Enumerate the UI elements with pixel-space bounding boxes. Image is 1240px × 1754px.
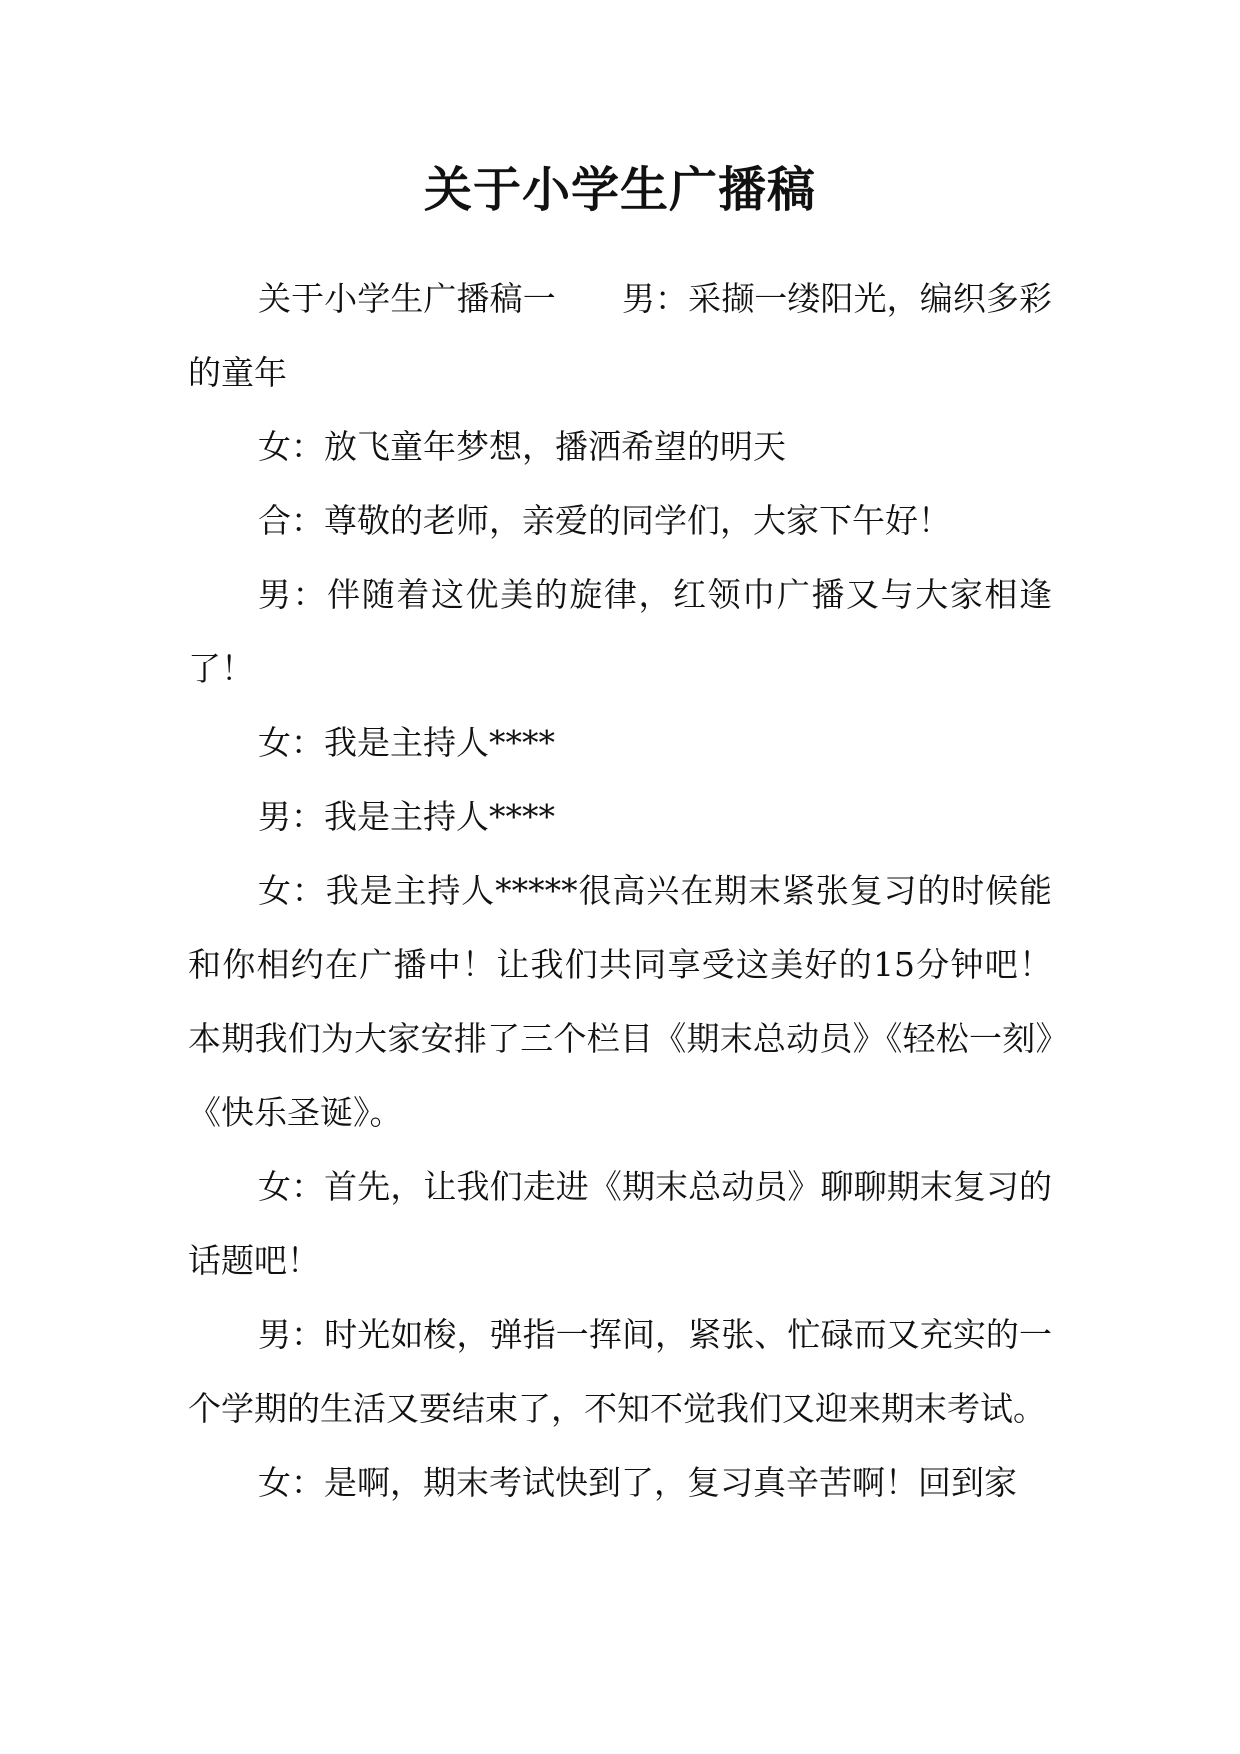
paragraph: 男：时光如梭，弹指一挥间，紧张、忙碌而又充实的一个学期的生活又要结束了，不知不觉我们又迎来期末考试。 [188, 1315, 1052, 1428]
paragraph: 关于小学生广播稿一 男：采撷一缕阳光，编织多彩的童年 [188, 279, 1052, 392]
paragraph: 男：伴随着这优美的旋律，红领巾广播又与大家相逢了！ [188, 575, 1052, 688]
paragraph: 女：首先，让我们走进《期末总动员》聊聊期末复习的话题吧！ [188, 1167, 1052, 1280]
paragraph: 女：放飞童年梦想，播洒希望的明天 [258, 427, 786, 466]
paragraph: 男：我是主持人**** [258, 797, 555, 836]
paragraph: 合：尊敬的老师，亲爱的同学们，大家下午好！ [258, 501, 951, 540]
paragraph: 女：我是主持人*****很高兴在期末紧张复习的时候能和你相约在广播中！让我们共同享受这美好的15分钟吧！本期我们为大家安排了三个栏目《期末总动员》《轻松一刻》《快乐圣诞》。 [188, 871, 1052, 1132]
document-body [188, 262, 1052, 1520]
paragraph: 女：我是主持人**** [258, 723, 555, 762]
page-title: 关于小学生广播稿 [423, 162, 816, 218]
paragraph: 女：是啊，期末考试快到了，复习真辛苦啊！回到家 [258, 1463, 1017, 1502]
